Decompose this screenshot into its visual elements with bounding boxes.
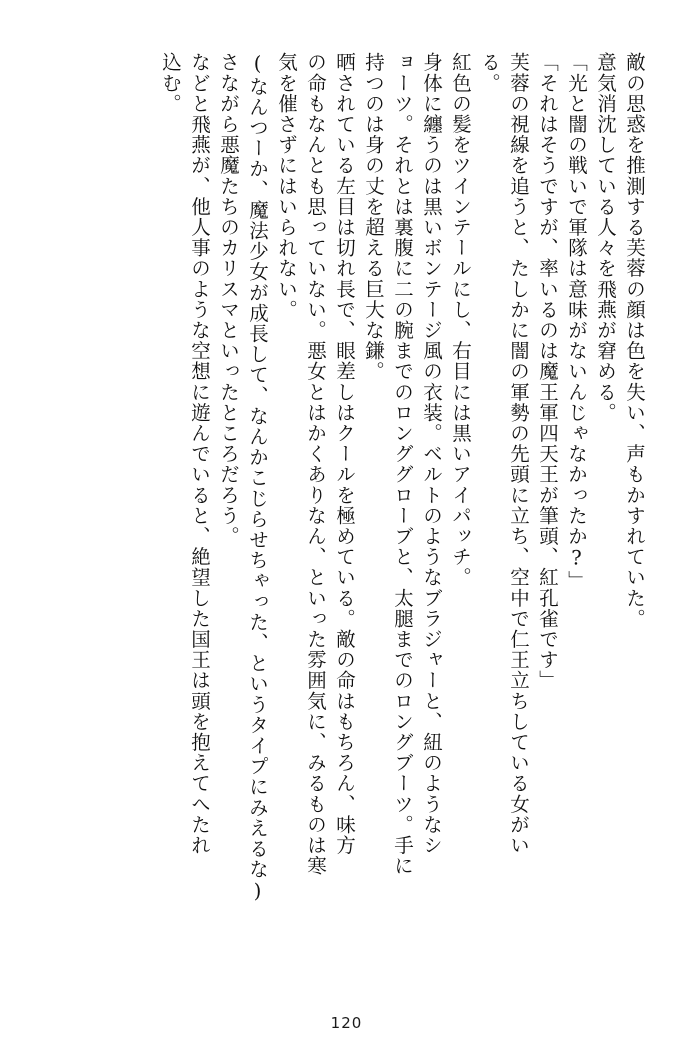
text-line: 「光と闇の戦いで軍隊は意味がないんじゃなかったか?」 bbox=[565, 52, 588, 592]
text-line: 身体に纏うのは黒いボンテージ風の衣装。ベルトのようなブラジャーと、紐のようなシ bbox=[420, 52, 443, 856]
vertical-text-block bbox=[44, 52, 649, 982]
text-line: る。 bbox=[478, 52, 501, 94]
text-line: 意気消沈している人々を飛燕が窘める。 bbox=[594, 52, 617, 423]
text-line: 晒されている左目は切れ長で、眼差しはクールを極めている。敵の命はもちろん、味方 bbox=[333, 52, 356, 856]
page-number: 120 bbox=[330, 1014, 363, 1032]
text-line: 芙蓉の視線を追うと、たしかに闇の軍勢の先頭に立ち、空中で仁王立ちしている女がい bbox=[507, 52, 530, 856]
text-line: 込む。 bbox=[159, 52, 182, 114]
text-line: (なんつーか、魔法少女が成長して、なんかこじらせちゃった、というタイプにみえるな) bbox=[246, 52, 269, 904]
text-line: などと飛燕が、他人事のような空想に遊んでいると、絶望した国王は頭を抱えてへたれ bbox=[188, 52, 211, 856]
text-line: 敵の思惑を推測する芙蓉の顔は色を失い、声もかすれていた。 bbox=[623, 52, 646, 629]
text-line: の命もなんとも思っていない。悪女とはかくありなん、といった雰囲気に、みるものは寒 bbox=[304, 52, 327, 876]
text-line: 「それはそうですが、率いるのは魔王軍四天王が筆頭、紅孔雀です」 bbox=[536, 52, 559, 691]
text-line: 持つのは身の丈を超える巨大な鎌。 bbox=[362, 52, 385, 382]
text-line: ョーツ。それとは裏腹に二の腕までのロンググローブと、太腿までのロングブーツ。手に bbox=[391, 52, 414, 876]
text-line: 気を催さずにはいられない。 bbox=[275, 52, 298, 320]
text-line: さながら悪魔たちのカリスマといったところだろう。 bbox=[217, 52, 240, 547]
text-line: 紅色の髪をツインテールにし、右目には黒いアイパッチ。 bbox=[449, 52, 472, 588]
